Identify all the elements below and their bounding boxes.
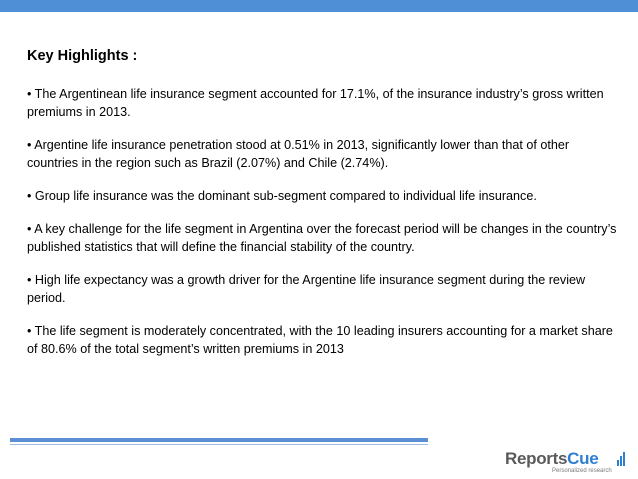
bullet-2: • Argentine life insurance penetration stood at 0.51% in 2013, significantly lower than that of other countries in the region such as Brazil (2.07%) and Chile (2.74%). (27, 138, 570, 170)
logo-cue-text: Cue (567, 449, 599, 468)
bullet-3: • Group life insurance was the dominant sub-segment compared to individual life insurance. (27, 189, 537, 203)
bullet-4: • A key challenge for the life segment in Argentina over the forecast period will be changes in the country’s published statistics that will define the financial stability of the country. (27, 222, 617, 254)
logo-reports-text: Reports (505, 449, 568, 468)
slide-content (27, 47, 617, 373)
bullet-1: • The Argentinean life insurance segment accounted for 17.1%, of the insurance industry’s gross written premiums in 2013. (27, 87, 604, 119)
logo-bars-icon (617, 452, 625, 466)
bullet-5: • High life expectancy was a growth driver for the Argentine life insurance segment during the review period. (27, 273, 586, 305)
reportscue-logo (505, 450, 625, 476)
logo-tagline: Personalized research (552, 468, 612, 474)
footer-divider (10, 438, 428, 442)
bullet-6: • The life segment is moderately concentrated, with the 10 leading insurers accounting for a market share of 80.6% of the total segment’s written premiums in 2013 (27, 324, 613, 356)
footer-divider-thin (10, 444, 428, 445)
slide-title: Key Highlights : (27, 48, 138, 64)
header-bar (0, 0, 638, 12)
logo-wordmark (505, 450, 598, 468)
